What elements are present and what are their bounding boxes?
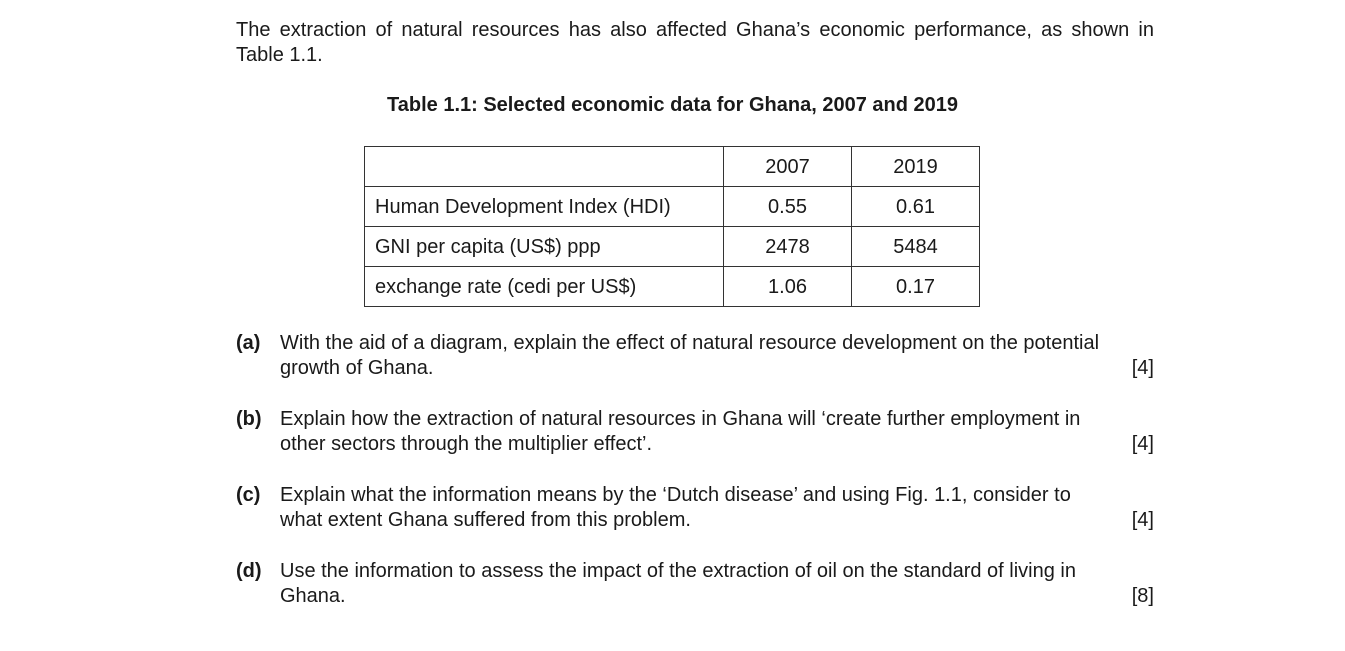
cell-hdi-2007: 0.55 (724, 187, 852, 227)
table-row (365, 187, 980, 227)
question-text-line1: Use the information to assess the impact of the extraction of oil on the standard of living in (280, 560, 1076, 582)
cell-exchange-2019: 0.17 (852, 267, 980, 307)
question-letter: (d) (236, 560, 262, 582)
question-marks: [4] (1131, 509, 1154, 531)
question-text-line1: Explain what the information means by the ‘Dutch disease’ and using Fig. 1.1, consider to (280, 484, 1071, 506)
question-marks: [8] (1131, 585, 1154, 607)
question-letter: (c) (236, 484, 261, 506)
cell-hdi-2019: 0.61 (852, 187, 980, 227)
question-a (236, 331, 1154, 381)
question-b (236, 407, 1154, 457)
table-row (365, 227, 980, 267)
header-cell-2019: 2019 (852, 147, 980, 187)
row-label-gni: GNI per capita (US$) ppp (365, 227, 724, 267)
intro-paragraph: The extraction of natural resources has also affected Ghana’s economic performance, as shown in Table 1.1. (236, 19, 1154, 66)
question-list (236, 331, 1154, 609)
row-label-hdi: Human Development Index (HDI) (365, 187, 724, 227)
question-text-line1: With the aid of a diagram, explain the effect of natural resource development on the potential (280, 332, 1100, 354)
cell-gni-2007: 2478 (724, 227, 852, 267)
question-text-line2: growth of Ghana. (280, 357, 434, 379)
row-label-exchange-rate: exchange rate (cedi per US$) (365, 267, 724, 307)
question-c (236, 483, 1154, 533)
table-title: Table 1.1: Selected economic data for Ghana, 2007 and 2019 (387, 94, 958, 116)
table-row (365, 267, 980, 307)
question-text-line2: other sectors through the multiplier effect’. (280, 433, 653, 455)
question-letter: (b) (236, 408, 262, 430)
header-cell-2007: 2007 (724, 147, 852, 187)
question-d (236, 559, 1154, 609)
table-header-row (365, 147, 980, 187)
question-marks: [4] (1131, 433, 1154, 455)
cell-exchange-2007: 1.06 (724, 267, 852, 307)
question-text-line1: Explain how the extraction of natural resources in Ghana will ‘create further employment in (280, 408, 1081, 430)
question-letter: (a) (236, 332, 261, 354)
header-cell-blank (365, 147, 724, 187)
question-text-line2: Ghana. (280, 585, 346, 607)
economic-data-table (364, 146, 980, 307)
question-marks: [4] (1131, 357, 1154, 379)
cell-gni-2019: 5484 (852, 227, 980, 267)
question-text-line2: what extent Ghana suffered from this problem. (280, 509, 691, 531)
